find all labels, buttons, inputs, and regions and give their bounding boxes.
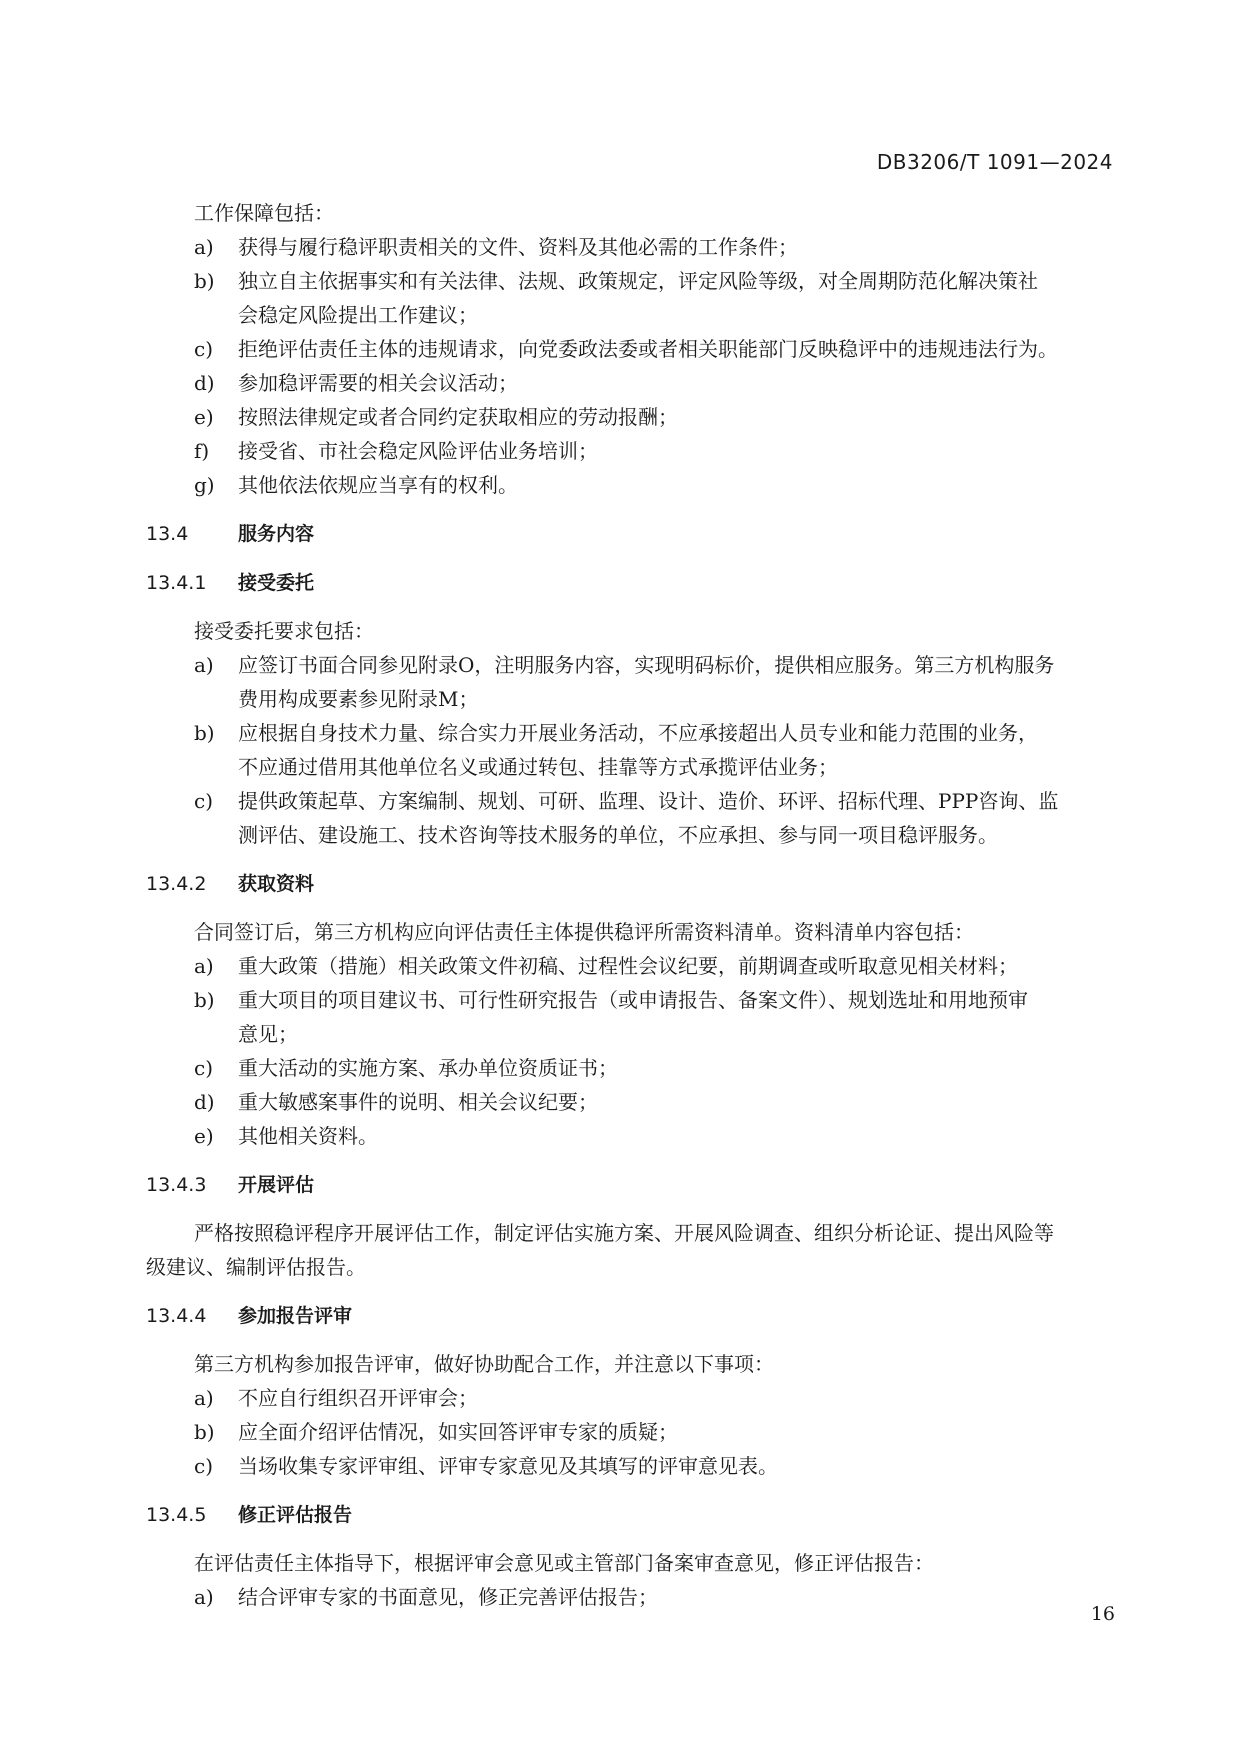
list-item: f) 接受省、市社会稳定风险评估业务培训； — [194, 439, 598, 463]
document-body — [146, 196, 1114, 1614]
list-item-continuation: 意见； — [238, 1022, 298, 1046]
list-item: d) 重大敏感案事件的说明、相关会议纪要； — [194, 1090, 598, 1114]
paragraph-intro: 合同签订后，第三方机构应向评估责任主体提供稳评所需资料清单。资料清单内容包括： — [194, 920, 974, 944]
list-item-continuation: 费用构成要素参见附录M； — [238, 687, 479, 711]
list-item: a) 重大政策（措施）相关政策文件初稿、过程性会议纪要，前期调查或听取意见相关材料； — [194, 954, 1018, 978]
list-item: e) 其他相关资料。 — [194, 1124, 378, 1148]
section-heading: 13.4.4 参加报告评审 — [146, 1305, 353, 1327]
list-item: b) 重大项目的项目建议书、可行性研究报告（或申请报告、备案文件）、规划选址和用地预审 — [194, 988, 1028, 1012]
paragraph-intro: 第三方机构参加报告评审，做好协助配合工作，并注意以下事项： — [194, 1352, 774, 1376]
paragraph-intro: 工作保障包括： — [194, 201, 334, 225]
list-item: c) 拒绝评估责任主体的违规请求，向党委政法委或者相关职能部门反映稳评中的违规违法行为。 — [194, 337, 1058, 361]
list-item: g) 其他依法依规应当享有的权利。 — [194, 473, 518, 497]
list-item: b) 独立自主依据事实和有关法律、法规、政策规定，评定风险等级，对全周期防范化解决策社 — [194, 269, 1038, 293]
list-item-continuation: 会稳定风险提出工作建议； — [238, 303, 478, 327]
list-item-continuation: 测评估、建设施工、技术咨询等技术服务的单位，不应承担、参与同一项目稳评服务。 — [238, 823, 998, 847]
paragraph-text: 严格按照稳评程序开展评估工作，制定评估实施方案、开展风险调查、组织分析论证、提出风险等 — [194, 1221, 1054, 1245]
list-item: a) 结合评审专家的书面意见，修正完善评估报告； — [194, 1585, 658, 1609]
list-item: a) 获得与履行稳评职责相关的文件、资料及其他必需的工作条件； — [194, 235, 798, 259]
list-item: d) 参加稳评需要的相关会议活动； — [194, 371, 518, 395]
section-heading: 13.4 服务内容 — [146, 523, 315, 545]
list-item-continuation: 不应通过借用其他单位名义或通过转包、挂靠等方式承揽评估业务； — [238, 755, 838, 779]
list-item: b) 应根据自身技术力量、综合实力开展业务活动，不应承接超出人员专业和能力范围的业务， — [194, 721, 1038, 745]
document-id: DB3206/T 1091—2024 — [876, 150, 1113, 174]
section-heading: 13.4.5 修正评估报告 — [146, 1504, 353, 1526]
list-item: a) 不应自行组织召开评审会； — [194, 1386, 478, 1410]
list-item: c) 当场收集专家评审组、评审专家意见及其填写的评审意见表。 — [194, 1454, 778, 1478]
list-item: b) 应全面介绍评估情况，如实回答评审专家的质疑； — [194, 1420, 678, 1444]
page-number: 16 — [1090, 1603, 1115, 1625]
section-heading: 13.4.3 开展评估 — [146, 1174, 315, 1196]
section-heading: 13.4.2 获取资料 — [146, 873, 315, 895]
paragraph-intro: 在评估责任主体指导下，根据评审会意见或主管部门备案审查意见，修正评估报告： — [194, 1551, 934, 1575]
paragraph-intro: 接受委托要求包括： — [194, 619, 374, 643]
list-item: e) 按照法律规定或者合同约定获取相应的劳动报酬； — [194, 405, 678, 429]
list-item: a) 应签订书面合同参见附录O，注明服务内容，实现明码标价，提供相应服务。第三方机构服务 — [194, 653, 1055, 677]
list-item: c) 重大活动的实施方案、承办单位资质证书； — [194, 1056, 618, 1080]
paragraph-continuation: 级建议、编制评估报告。 — [146, 1255, 366, 1279]
section-heading: 13.4.1 接受委托 — [146, 572, 315, 594]
list-item: c) 提供政策起草、方案编制、规划、可研、监理、设计、造价、环评、招标代理、PPP咨询、监 — [194, 789, 1059, 813]
